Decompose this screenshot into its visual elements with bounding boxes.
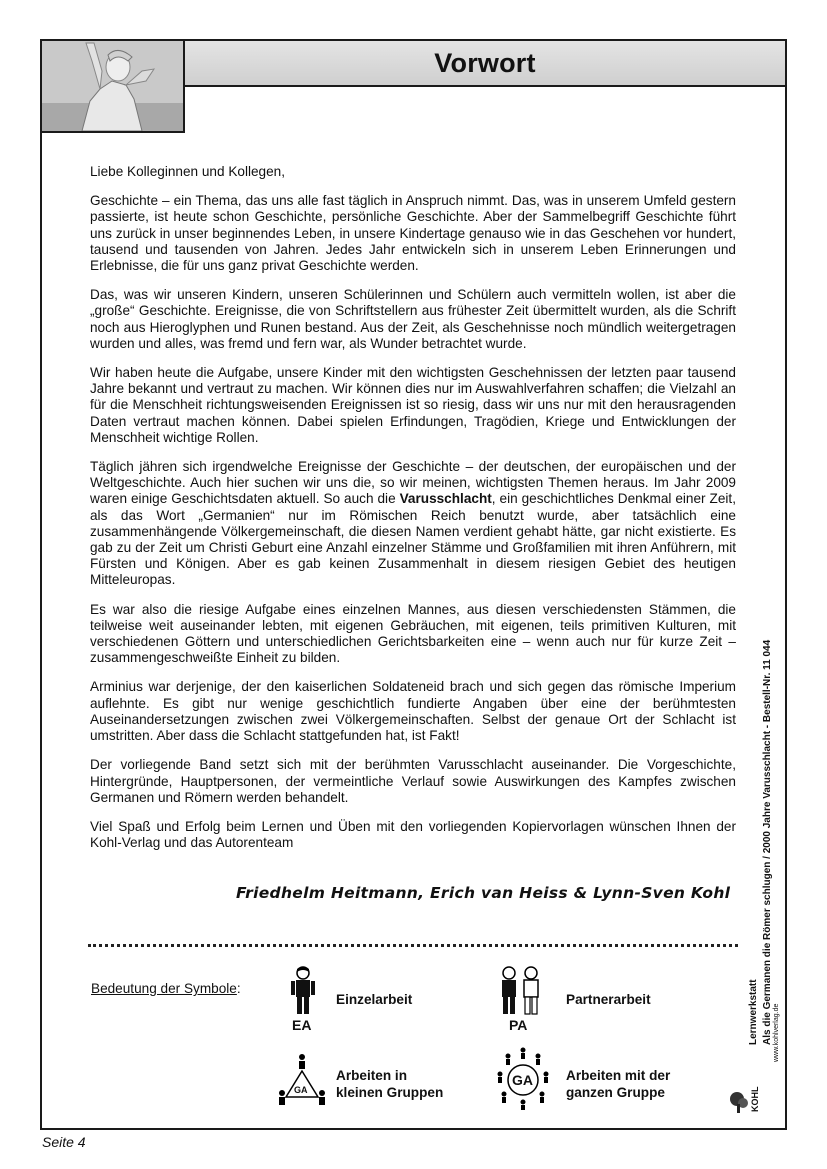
page-number: Seite 4 [42,1134,86,1150]
paragraph-4 [90,459,736,589]
sidebar-book-title: Als die Germanen die Römer schlugen / 2000 Jahre Varusschlacht - Bestell-Nr. 11 044 [762,639,773,1045]
ga-small-line2: kleinen Gruppen [336,1085,444,1100]
ga-small-line1: Arbeiten in [336,1068,407,1083]
page-title: Vorwort [434,47,536,78]
authors-signature: Friedhelm Heitmann, Erich van Heiss & Lynn-Sven Kohl [236,884,731,902]
sidebar-series-title: Lernwerkstatt [748,979,759,1045]
paragraph-7: Der vorliegende Band setzt sich mit der berühmten Varusschlacht auseinander. Die Vorgeschichte, Hintergründe, Hauptpersonen, der vermeintliche Verlauf sowie Auswirkungen des Kampfes zwischen Germanen und Römern werden behandelt. [90,757,736,805]
ea-label: Einzelarbeit [336,992,413,1007]
symbols-legend-underlined: Bedeutung der Symbole [91,981,237,996]
dotted-divider [88,944,738,947]
paragraph-2: Das, was wir unseren Kindern, unseren Schülerinnen und Schülern auch vermitteln wollen, ist aber die „große“ Geschichte. Ereignisse, die von Schriftstellern aus frühester Zeit übermittelt wurden, als die Schrift noch aus Hieroglyphen und Runen bestand. Aus der Zeit, als Geschehnisse noch mündlich weitergetragen wurden und alles, was fremd und fern war, als Wunder betrachtet wurde. [90,287,736,351]
pa-label: Partnerarbeit [566,992,651,1007]
two-persons-icon [498,965,542,1017]
symbols-legend-label [91,981,241,996]
paragraph-3: Wir haben heute die Aufgabe, unsere Kinder mit den wichtigsten Geschehnissen der letzten paar tausend Jahre bekannt und vertraut zu machen. Wir können dies nur im Auswahlverfahren schaffen; die Vielzahl an für die Menschheit richtungsweisenden Ereignissen ist so riesig, dass wir uns nur mit den herausragenden Daten vertraut machen können. Dabei spielen Erfindungen, Tragödien, Kriege und Entwicklungen der Menschheit wichtige Rollen. [90,365,736,445]
ga-all-line2: ganzen Gruppe [566,1085,665,1100]
small-group-icon [278,1053,326,1109]
title-bar [183,39,787,87]
ga-small-label [336,1067,443,1101]
foreword-text [90,164,736,864]
paragraph-6: Arminius war derjenige, der den kaiserlichen Soldateneid brach und sich gegen das römische Imperium auflehnte. Es gibt nur wenige geschichtlich fundierte Angaben über eine der berühmtesten Auseinandersetzungen zwischen zwei Völkergemeinschaften. Selbst der genaue Ort der Schlacht ist umstritten. Aber dass die Schlacht stattgefunden hat, ist Fakt! [90,679,736,744]
paragraph-8: Viel Spaß und Erfolg beim Lernen und Üben mit den vorliegenden Kopiervorlagen wünschen Ihnen der Kohl-Verlag und das Autorenteam [90,818,736,851]
ga-all-label [566,1067,670,1101]
arminius-statue-image [40,39,185,133]
paragraph-1: Geschichte – ein Thema, das uns alle fast täglich in Anspruch nimmt. Das, was in unserem Umfeld gestern passierte, ist heute schon Geschichte, persönliche Geschichte. Aber der Sammelbegriff Geschichte führt uns zurück in unser beginnendes Leben, in unsere Kindertage genauso wie in das Geschehen vor hundert, tausend und tausenden von Jahren. Jedes Jahr entwickeln sich in unserem Leben Erinnerungen und Erlebnisse, die für uns ganz privat Geschichte werden. [90,193,736,274]
ga-small-abbr: GA [294,1085,308,1095]
ga-all-abbr: GA [512,1072,533,1088]
kohl-logo-text: KOHL [750,1086,760,1112]
kohl-logo-icon [728,1090,750,1114]
ga-all-line1: Arbeiten mit der [566,1068,671,1083]
symbols-legend-colon: : [236,981,241,996]
single-person-icon [289,965,317,1017]
sidebar-url: www.kohlverlag.de [773,1003,780,1062]
paragraph-5: Es war also die riesige Aufgabe eines einzelnen Mannes, aus diesen verschiedensten Stämmen, die teilweise weit auseinander lebten, mit eigenen Gebräuchen, mit eigenen, teils primitiven Kulturen, mit verschiedenen Göttern und unterschiedlichen Gerichtsbarkeiten eine – wenn auch nur für kurze Zeit – zusammengeschweißte Einheit zu bilden. [90,601,736,666]
salutation: Liebe Kolleginnen und Kollegen, [90,164,286,179]
paragraph-4-start: Täglich jähren sich irgendwelche Ereignisse der Geschichte – der deutschen, der europäischen und der Weltgeschichte. Auch hier suchen wir uns die, so wir meinen, wichtigsten Themen heraus. Im Jahr 2009 waren einige Geschichtsdaten aktuell. So auch die [90,459,736,507]
paragraph-4-end: , ein geschichtliches Denkmal einer Zeit, als das Wort „Germanien“ nur im Römischen Reich benutzt wurde, aber tatsächlich eine zusammenhängende Völkergemeinschaft, die diesen Namen verdient gehabt hätte, gar nicht existierte. Es gab zu der Zeit um Christi Geburt eine Anzahl einzelner Stämme und Großfamilien mit ihren Anführern, mit Fürsten und Königen. Aber es gab keinen Zusammenhalt in diesem riesigen Gebiet des heutigen Mitteleuropas. [90,491,736,588]
ea-abbr: EA [292,1017,312,1033]
varusschlacht-term: Varusschlacht [399,491,492,507]
pa-abbr: PA [509,1017,528,1033]
